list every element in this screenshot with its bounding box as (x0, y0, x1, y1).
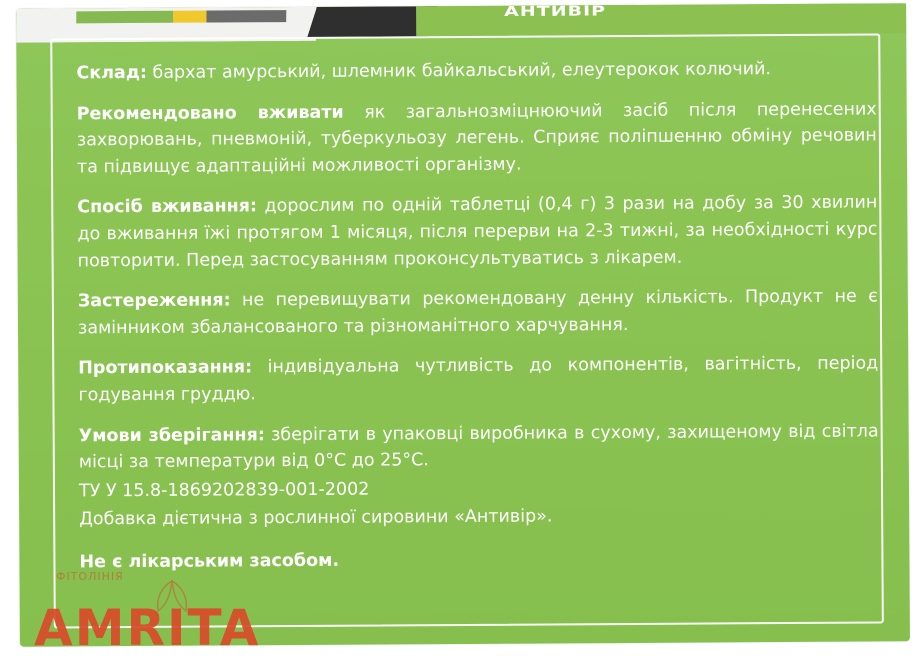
storage-paragraph (79, 418, 879, 476)
recommended-paragraph (77, 96, 877, 181)
caution-body: не перевищувати рекомендовану денну кількість. Продукт не є замінником збалансованого та різноманітного харчування. (77, 286, 878, 339)
storage-body: зберігати в упаковці виробника в сухому, захищеному від світла місці за температури від 0°С до 25°С. (78, 420, 879, 473)
usage-label: Спосіб вживання: (77, 196, 258, 218)
flap-color-band (76, 10, 286, 23)
brand-name-top: АНТИВІР (504, 3, 607, 20)
flap-right-panel (416, 3, 906, 36)
usage-paragraph (77, 190, 877, 275)
contraindications-label: Протипоказання: (78, 357, 253, 379)
storage-label: Умови зберігання: (78, 424, 265, 446)
package-text-content (76, 55, 879, 575)
not-medicine-notice: Не є лікарським засобом. (79, 550, 340, 573)
classification-text: Добавка дієтична з рослинної сировини «Антивір». (79, 506, 553, 530)
recommended-body: як загальнозміцнюючий засіб після перенесених захворювань, пневмоній, туберкульозу легень. Сприяє поліпшенню обміну речовин та підвищує адаптаційні можливості організму. (76, 99, 877, 178)
composition-paragraph (76, 55, 876, 86)
composition-body: бархат амурський, шлемник байкальський, елеутерокок колючий. (146, 59, 772, 83)
contraindications-paragraph (78, 351, 878, 409)
contraindications-body: індивідуальна чутливість до компонентів, вагітність, період годування груддю. (78, 353, 879, 406)
caution-paragraph (78, 284, 878, 342)
usage-body: дорослим по одній таблетці (0,4 г) 3 рази на добу за 30 хвилин до вживання їжі протягом 1 місяця, після перерви на 2-3 тижні, за необхідності курс повторити. Перед застосуванням проконсультуватись з лікарем. (77, 192, 878, 271)
caution-label: Застереження: (77, 290, 231, 312)
watermark-text: AMRITA (34, 599, 261, 657)
recommended-label: Рекомендовано вживати (76, 102, 344, 124)
standard-code: ТУ У 15.8-1869202839-001-2002 (78, 479, 370, 502)
composition-label: Склад: (76, 62, 147, 84)
product-package (16, 3, 910, 646)
watermark-subtitle: ФІТОЛІНІЯ (56, 570, 124, 583)
